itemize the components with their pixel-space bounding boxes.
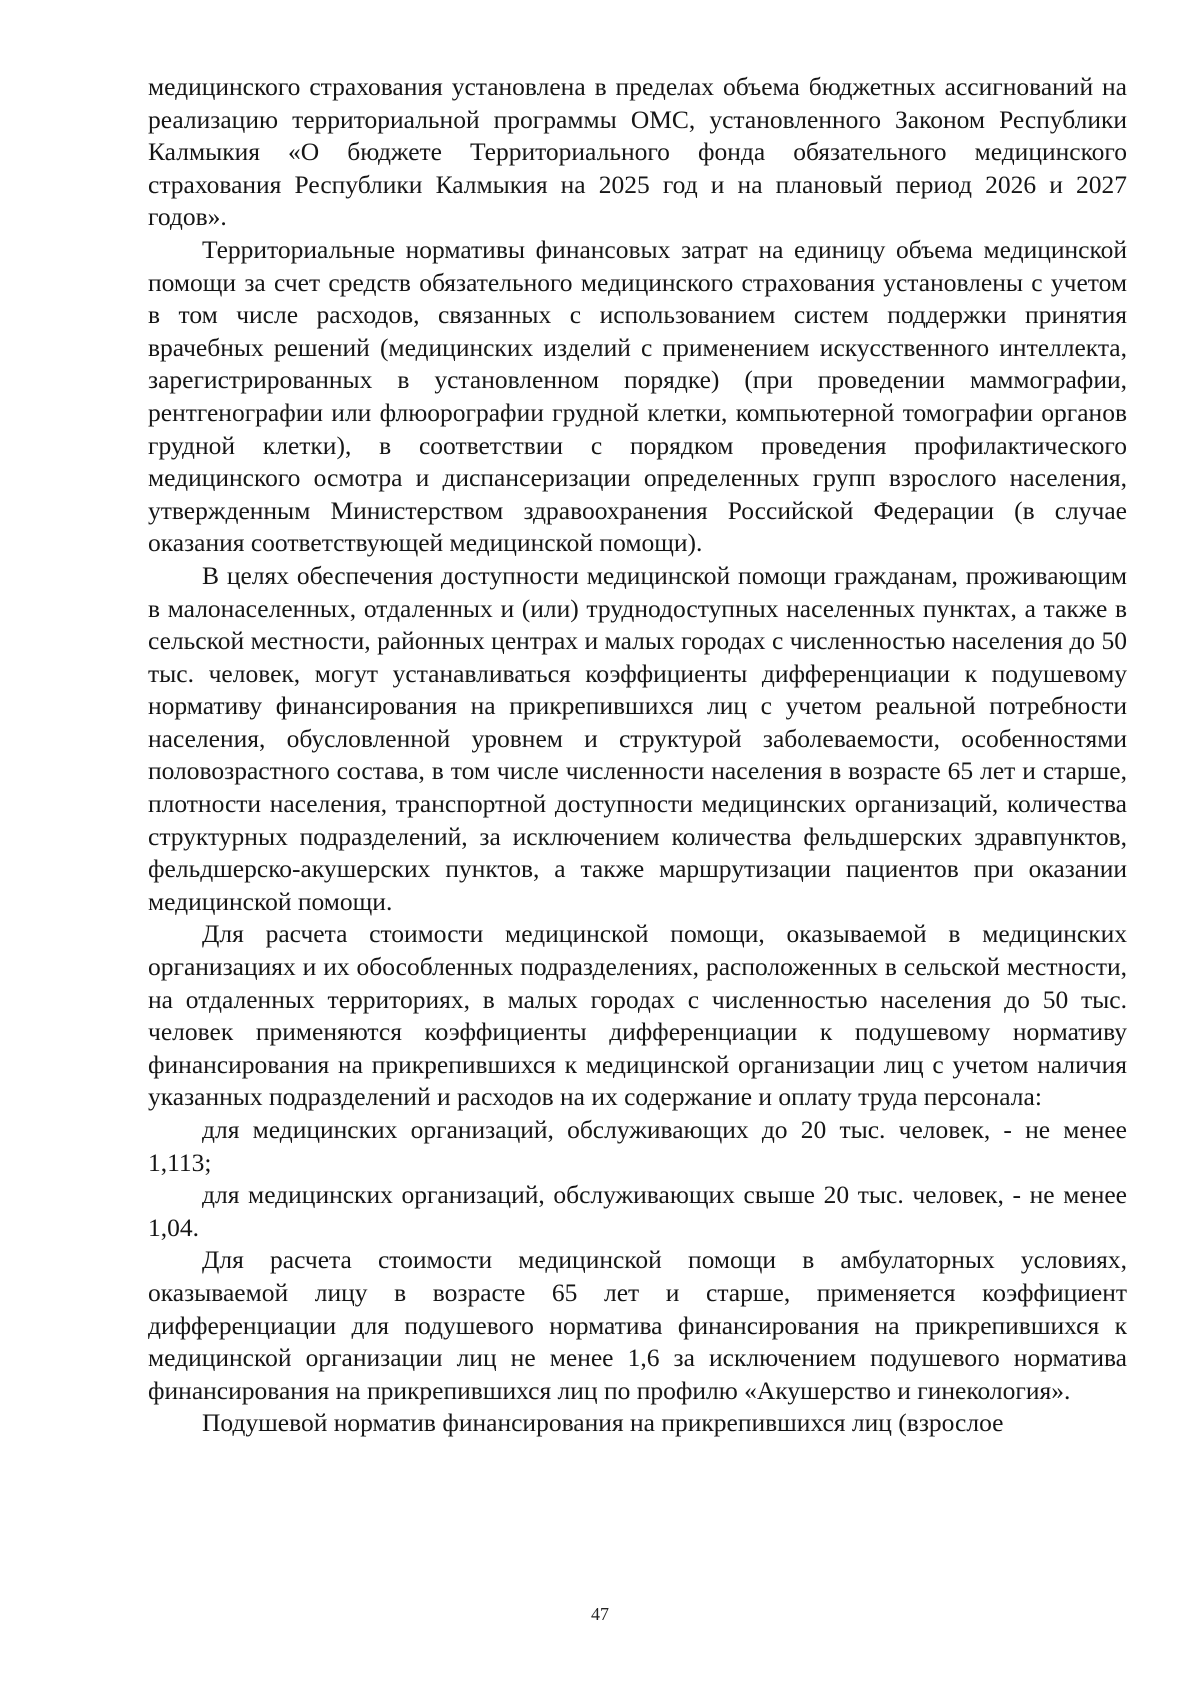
page-number: 47 [591,1604,609,1624]
paragraph-budget-limit: медицинского страхования установлена в пределах объема бюджетных ассигнований на реализацию территориальной программы ОМС, установленного Законом Республики Калмыкия «О бюджете Территориального фонда обязательного медицинского страхования Республики Калмыкия на 2025 год и на плановый период 2026 и 2027 годов». [148,72,1127,232]
paragraph-territorial-norms: Территориальные нормативы финансовых затрат на единицу объема медицинской помощи за счет средств обязательного медицинского страхования установлены с учетом в том числе расходов, связанных с использованием систем поддержки принятия врачебных решений (медицинских изделий с применением искусственного интеллекта, зарегистрированных в установленном порядке) (при проведении маммографии, рентгенографии или флюорографии грудной клетки, компьютерной томографии органов грудной клетки), в соответствии с порядком проведения профилактического медицинского осмотра и диспансеризации определенных групп взрослого населения, утвержденным Министерством здравоохранения Российской Федерации (в случае оказания соответствующей медицинской помощи). [148,234,1127,558]
document-body [148,71,1127,1440]
paragraph-coefficient-over-20k: для медицинских организаций, обслуживающих свыше 20 тыс. человек, - не менее 1,04. [148,1180,1127,1242]
paragraph-coefficient-up-to-20k: для медицинских организаций, обслуживающих до 20 тыс. человек, - не менее 1,113; [148,1115,1127,1177]
paragraph-elderly-coefficient: Для расчета стоимости медицинской помощи в амбулаторных условиях, оказываемой лицу в возрасте 65 лет и старше, применяется коэффициент дифференциации для подушевого норматива финансирования на прикрепившихся к медицинской организации лиц не менее 1,6 за исключением подушевого норматива финансирования на прикрепившихся лиц по профилю «Акушерство и гинекология». [148,1245,1127,1405]
paragraph-cost-calculation: Для расчета стоимости медицинской помощи, оказываемой в медицинских организациях и их обособленных подразделениях, расположенных в сельской местности, на отдаленных территориях, в малых городах с численностью населения до 50 тыс. человек применяются коэффициенты дифференциации к подушевому нормативу финансирования на прикрепившихся к медицинской организации лиц с учетом наличия указанных подразделений и расходов на их содержание и оплату труда персонала: [148,919,1127,1112]
paragraph-per-capita-norm: Подушевой норматив финансирования на прикрепившихся лиц (взрослое [202,1408,1004,1438]
paragraph-accessibility: В целях обеспечения доступности медицинской помощи гражданам, проживающим в малонаселенных, отдаленных и (или) труднодоступных населенных пунктах, а также в сельской местности, районных центрах и малых городах с численностью населения до 50 тыс. человек, могут устанавливаться коэффициенты дифференциации к подушевому нормативу финансирования на прикрепившихся лиц с учетом реальной потребности населения, обусловленной уровнем и структурой заболеваемости, особенностями половозрастного состава, в том числе численности населения в возрасте 65 лет и старше, плотности населения, транспортной доступности медицинских организаций, количества структурных подразделений, за исключением количества фельдшерских здравпунктов, фельдшерско-акушерских пунктов, а также маршрутизации пациентов при оказании медицинской помощи. [148,560,1127,916]
